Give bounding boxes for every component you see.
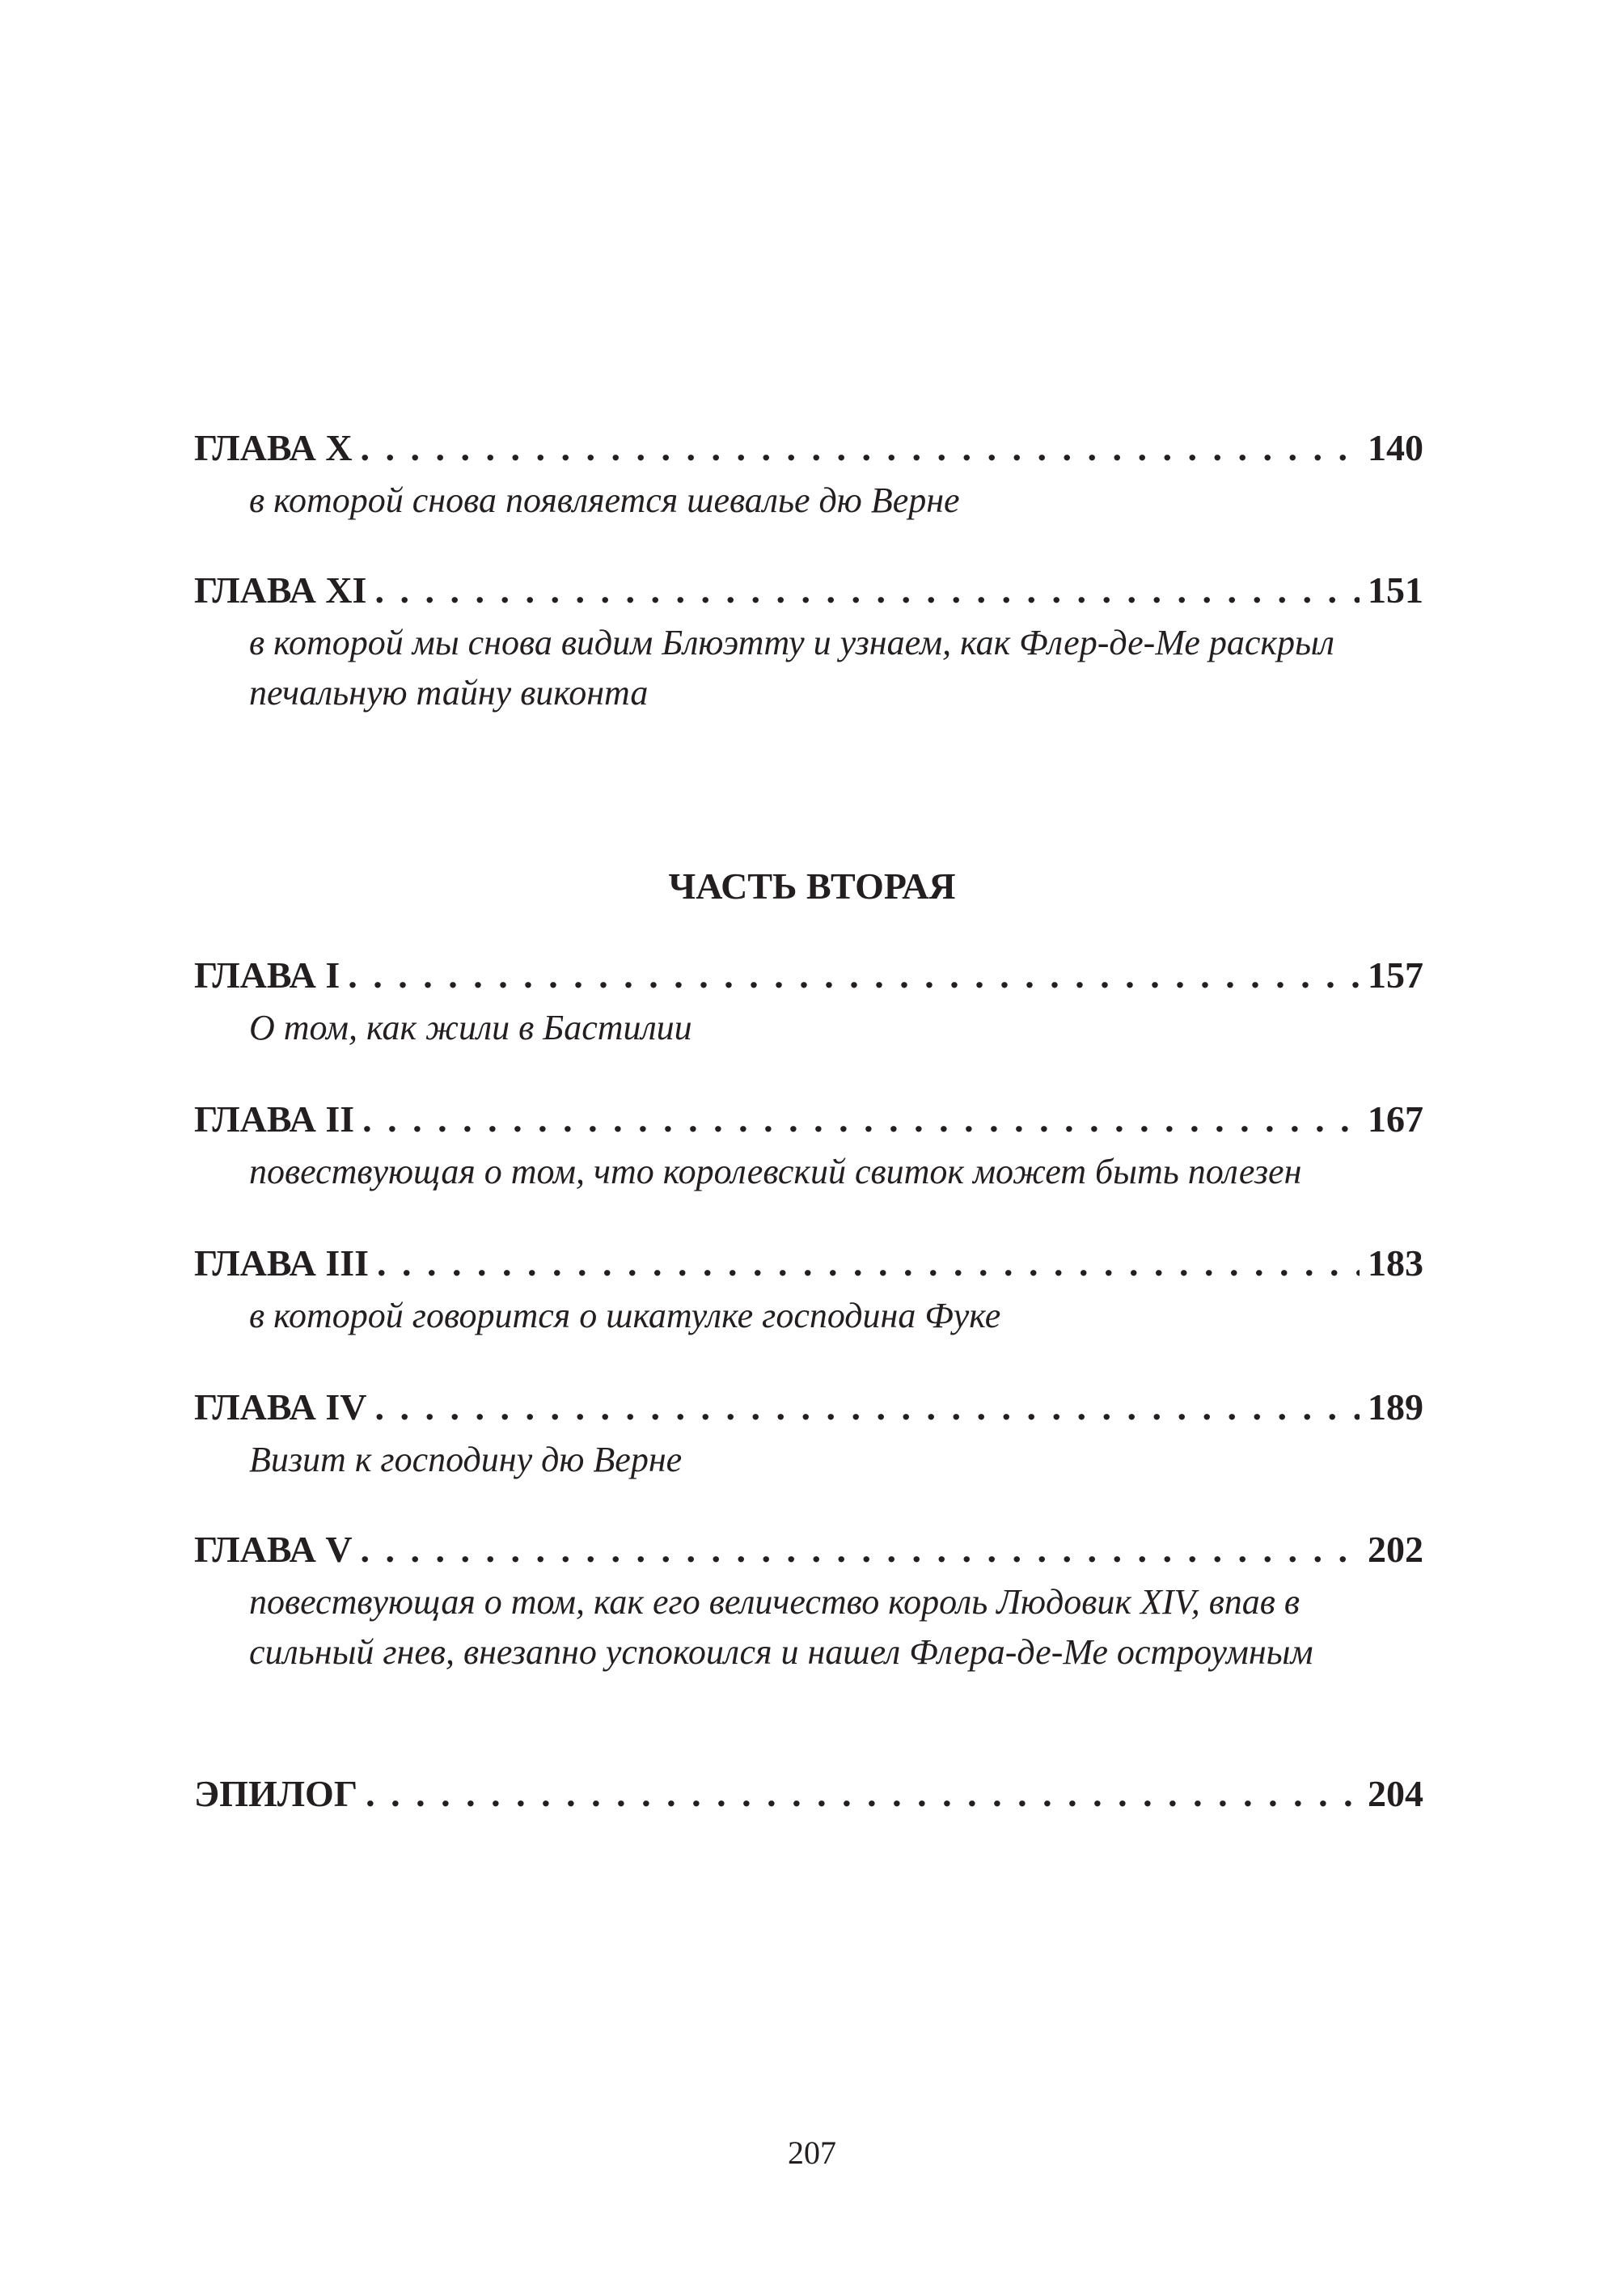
chapter-label: ЭПИЛОГ bbox=[194, 1773, 358, 1814]
chapter-label: ГЛАВА V bbox=[194, 1529, 353, 1570]
page-number: 189 bbox=[1368, 1386, 1423, 1428]
toc-entry-heading bbox=[194, 1771, 1423, 1817]
leader-dots bbox=[361, 1527, 1360, 1572]
page-number: 167 bbox=[1368, 1098, 1423, 1140]
toc-entry-heading bbox=[194, 568, 1423, 613]
toc-entry bbox=[194, 1097, 1423, 1197]
toc-entry-heading bbox=[194, 1385, 1423, 1430]
page-number: 183 bbox=[1368, 1242, 1423, 1284]
toc-entry bbox=[194, 1527, 1423, 1677]
leader-dots bbox=[366, 1771, 1360, 1817]
toc-entry-epilogue bbox=[194, 1771, 1423, 1817]
chapter-label: ГЛАВА IV bbox=[194, 1386, 367, 1428]
toc-entry-heading bbox=[194, 953, 1423, 998]
toc-entry bbox=[194, 953, 1423, 1053]
toc-entry bbox=[194, 1385, 1423, 1485]
toc-entry-heading bbox=[194, 425, 1423, 471]
chapter-label: ГЛАВА X bbox=[194, 427, 353, 468]
page-number: 157 bbox=[1368, 954, 1423, 996]
chapter-subtitle: в которой снова появляется шевалье дю Верне bbox=[249, 480, 960, 520]
chapter-label: ГЛАВА III bbox=[194, 1242, 370, 1284]
chapter-subtitle: повествующая о том, как его величество король Людовик XIV, впав в сильный гнев, внезапно успокоился и нашел Флера-де-Ме остроумным bbox=[249, 1582, 1313, 1672]
toc-entry-heading bbox=[194, 1527, 1423, 1572]
toc-entry-heading bbox=[194, 1241, 1423, 1286]
page-folio: 207 bbox=[788, 2134, 836, 2171]
toc-entry bbox=[194, 1241, 1423, 1341]
chapter-subtitle: повествующая о том, что королевский свиток может быть полезен bbox=[249, 1152, 1302, 1191]
chapter-subtitle: в которой мы снова видим Блюэтту и узнаем, как Флер-де-Ме раскрыл печальную тайну виконта bbox=[249, 623, 1334, 713]
toc-entry-heading bbox=[194, 1097, 1423, 1142]
page-number: 151 bbox=[1368, 569, 1423, 611]
chapter-label: ГЛАВА I bbox=[194, 954, 340, 996]
part-title: ЧАСТЬ ВТОРАЯ bbox=[668, 865, 956, 907]
leader-dots bbox=[374, 568, 1360, 613]
leader-dots bbox=[377, 1241, 1360, 1286]
leader-dots bbox=[374, 1385, 1360, 1430]
leader-dots bbox=[361, 425, 1360, 471]
leader-dots bbox=[348, 953, 1360, 998]
page-number: 204 bbox=[1368, 1773, 1423, 1814]
leader-dots bbox=[362, 1097, 1360, 1142]
toc-entry bbox=[194, 425, 1423, 526]
chapter-subtitle: Визит к господину дю Верне bbox=[249, 1440, 683, 1479]
chapter-label: ГЛАВА II bbox=[194, 1098, 355, 1140]
page-number: 202 bbox=[1368, 1529, 1423, 1570]
chapter-subtitle: О том, как жили в Бастилии bbox=[249, 1008, 692, 1047]
chapter-label: ГЛАВА XI bbox=[194, 569, 367, 611]
page-number: 140 bbox=[1368, 427, 1423, 468]
chapter-subtitle: в которой говорится о шкатулке господина Фуке bbox=[249, 1296, 1001, 1335]
toc-entry bbox=[194, 568, 1423, 718]
